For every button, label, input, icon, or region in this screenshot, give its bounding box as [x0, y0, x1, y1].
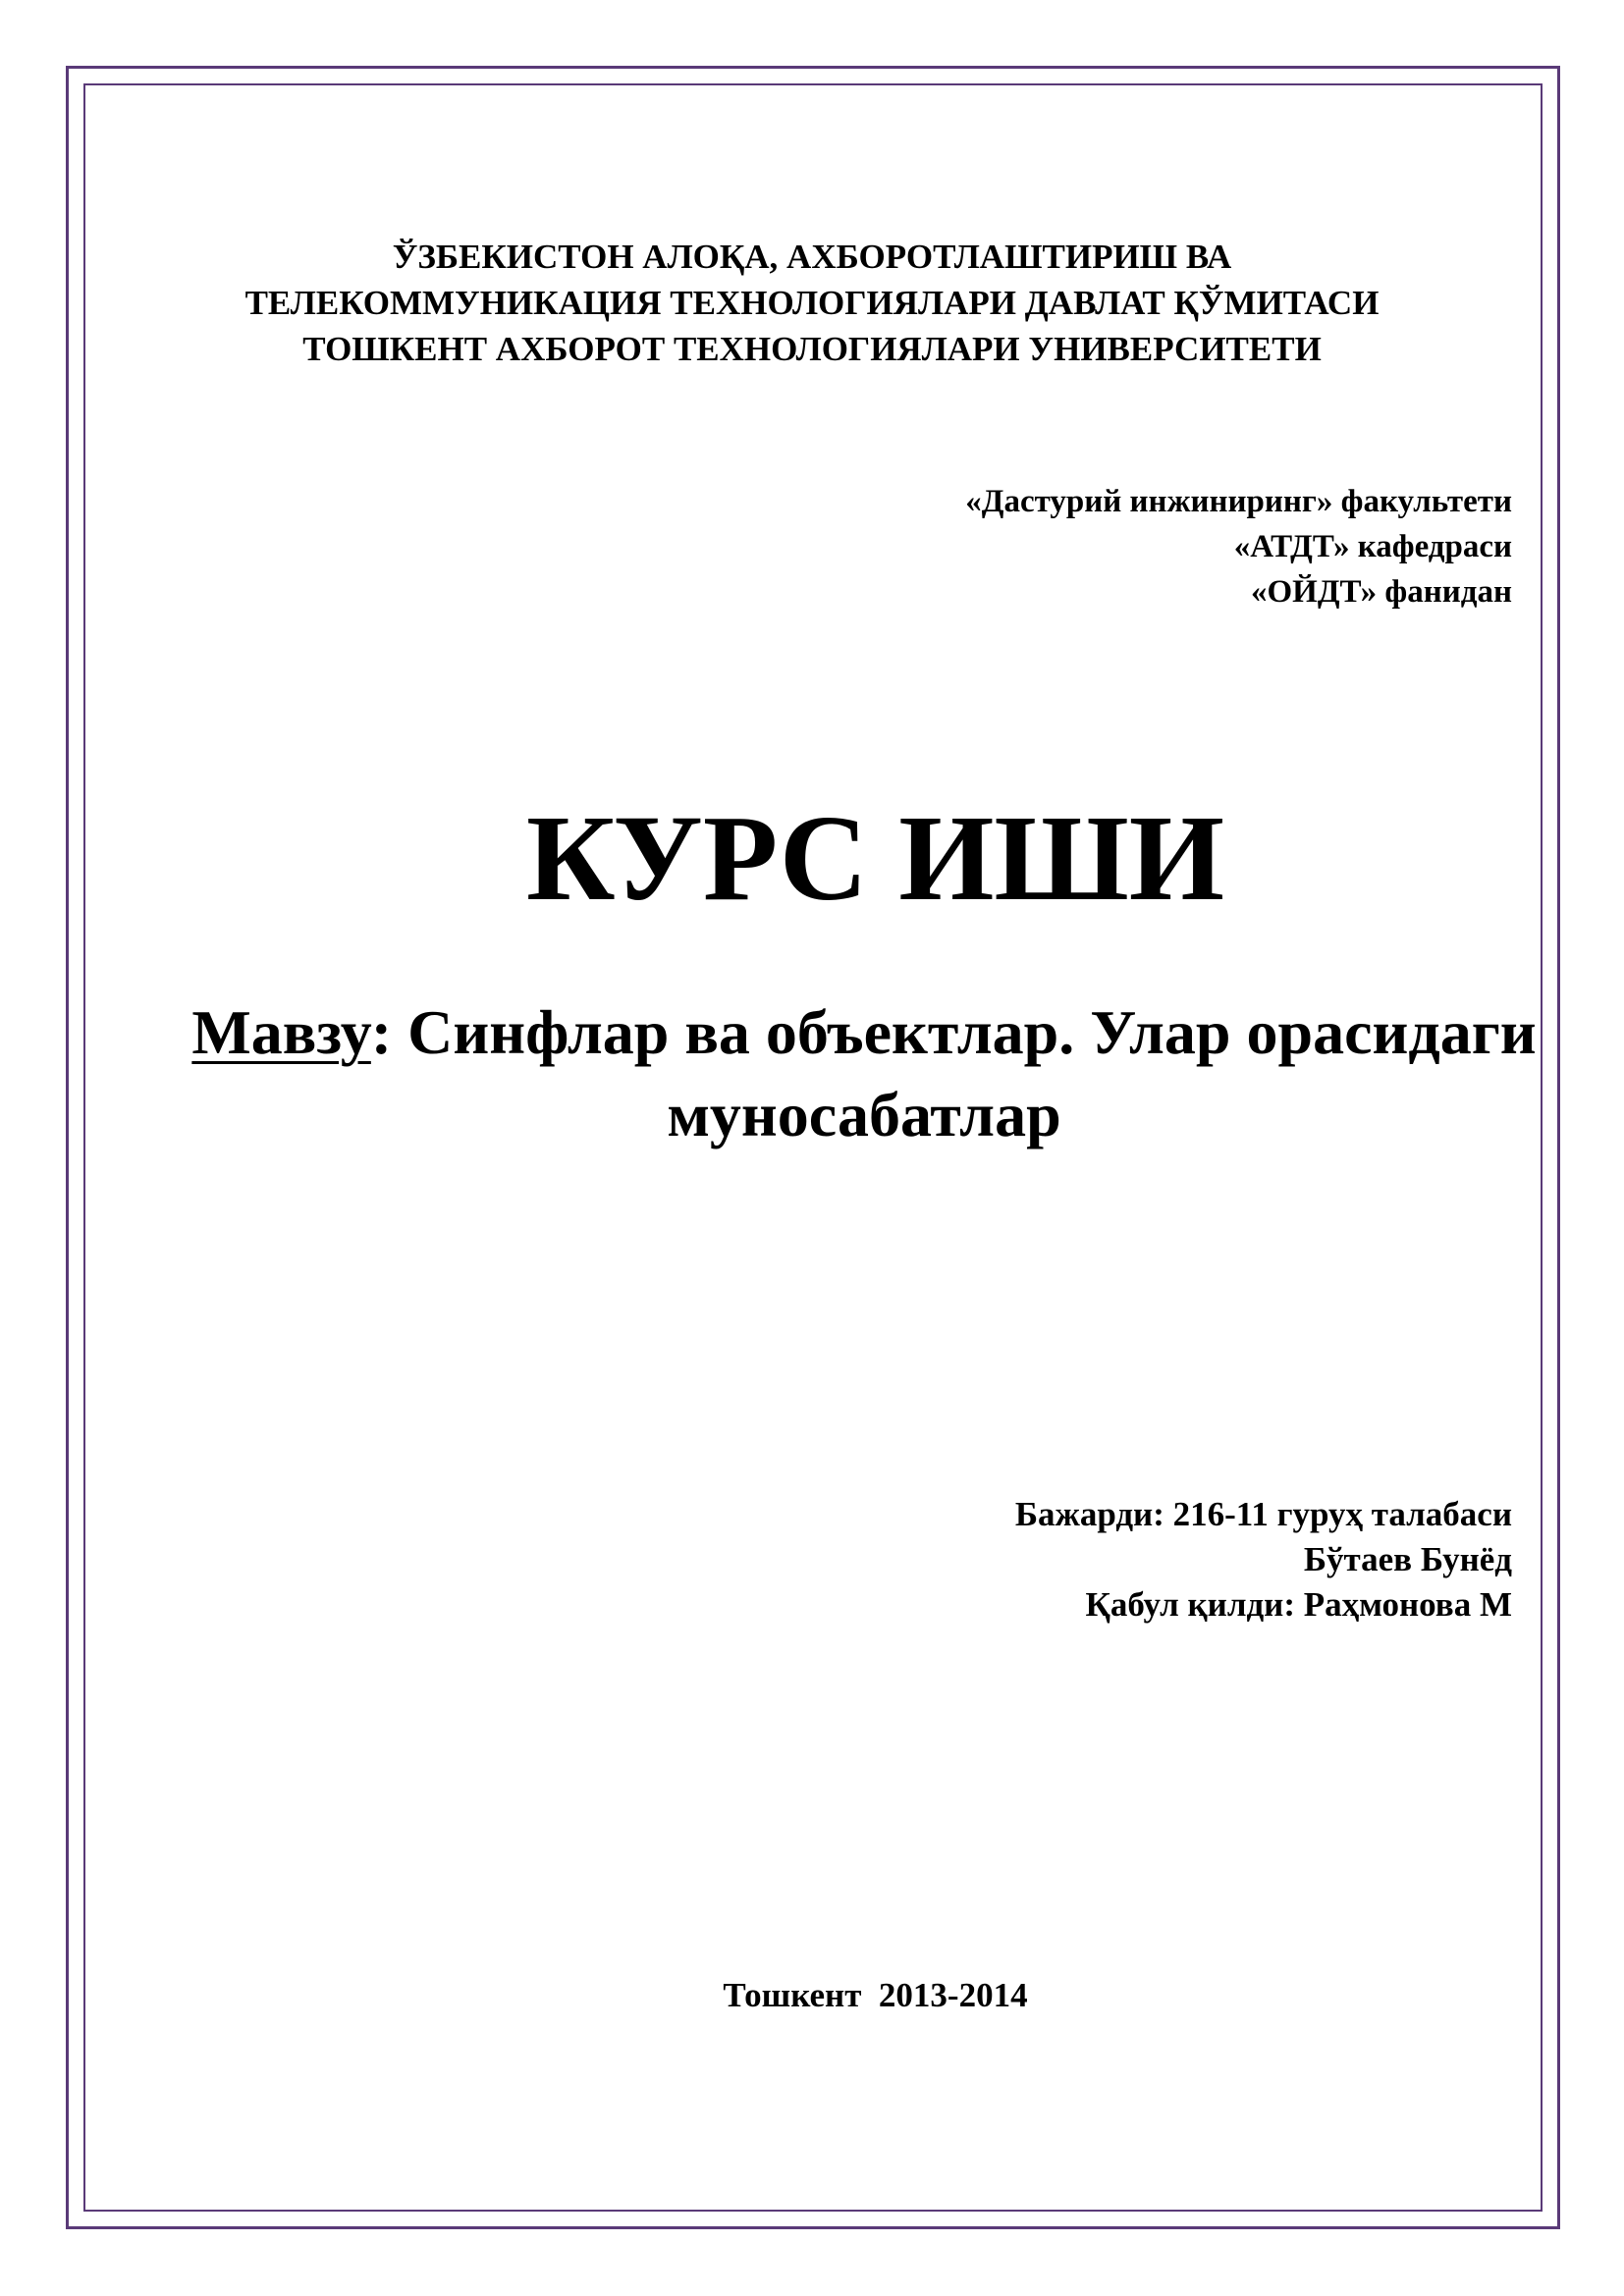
chair-line: «АТДТ» кафедраси: [1233, 529, 1512, 564]
topic-separator: :: [370, 997, 393, 1067]
topic-text: Синфлар ва объектлар. Улар орасидаги муносабатлар: [392, 997, 1537, 1149]
faculty-line: «Дастурий инжиниринг» факультети: [965, 484, 1512, 519]
accepted-by-line: Қабул қилди: Раҳмонова М: [1085, 1585, 1512, 1624]
topic-label: Мавзу: [191, 997, 371, 1067]
institution-header: [0, 234, 1624, 372]
author-block: [1015, 1492, 1512, 1628]
header-line-2: ТЕЛЕКОММУНИКАЦИЯ ТЕХНОЛОГИЯЛАРИ ДАВЛАТ ҚЎМИТАСИ: [244, 284, 1380, 322]
city-year-footer: Тошкент 2013-2014: [723, 1976, 1028, 2014]
student-name: Бўтаев Бунёд: [1303, 1540, 1512, 1578]
document-title: КУРС ИШИ: [526, 791, 1224, 927]
performed-by-line: Бажарди: 216-11 гуруҳ талабаси: [1014, 1495, 1512, 1533]
subject-line: «ОЙДТ» фанидан: [1250, 574, 1512, 610]
department-block: [965, 479, 1512, 614]
header-line-1: ЎЗБЕКИСТОН АЛОҚА, АХБОРОТЛАШТИРИШ ВА: [392, 238, 1232, 276]
header-line-3: ТОШКЕНТ АХБОРОТ ТЕХНОЛОГИЯЛАРИ УНИВЕРСИТЕТИ: [302, 330, 1322, 368]
topic-block: [167, 991, 1561, 1156]
